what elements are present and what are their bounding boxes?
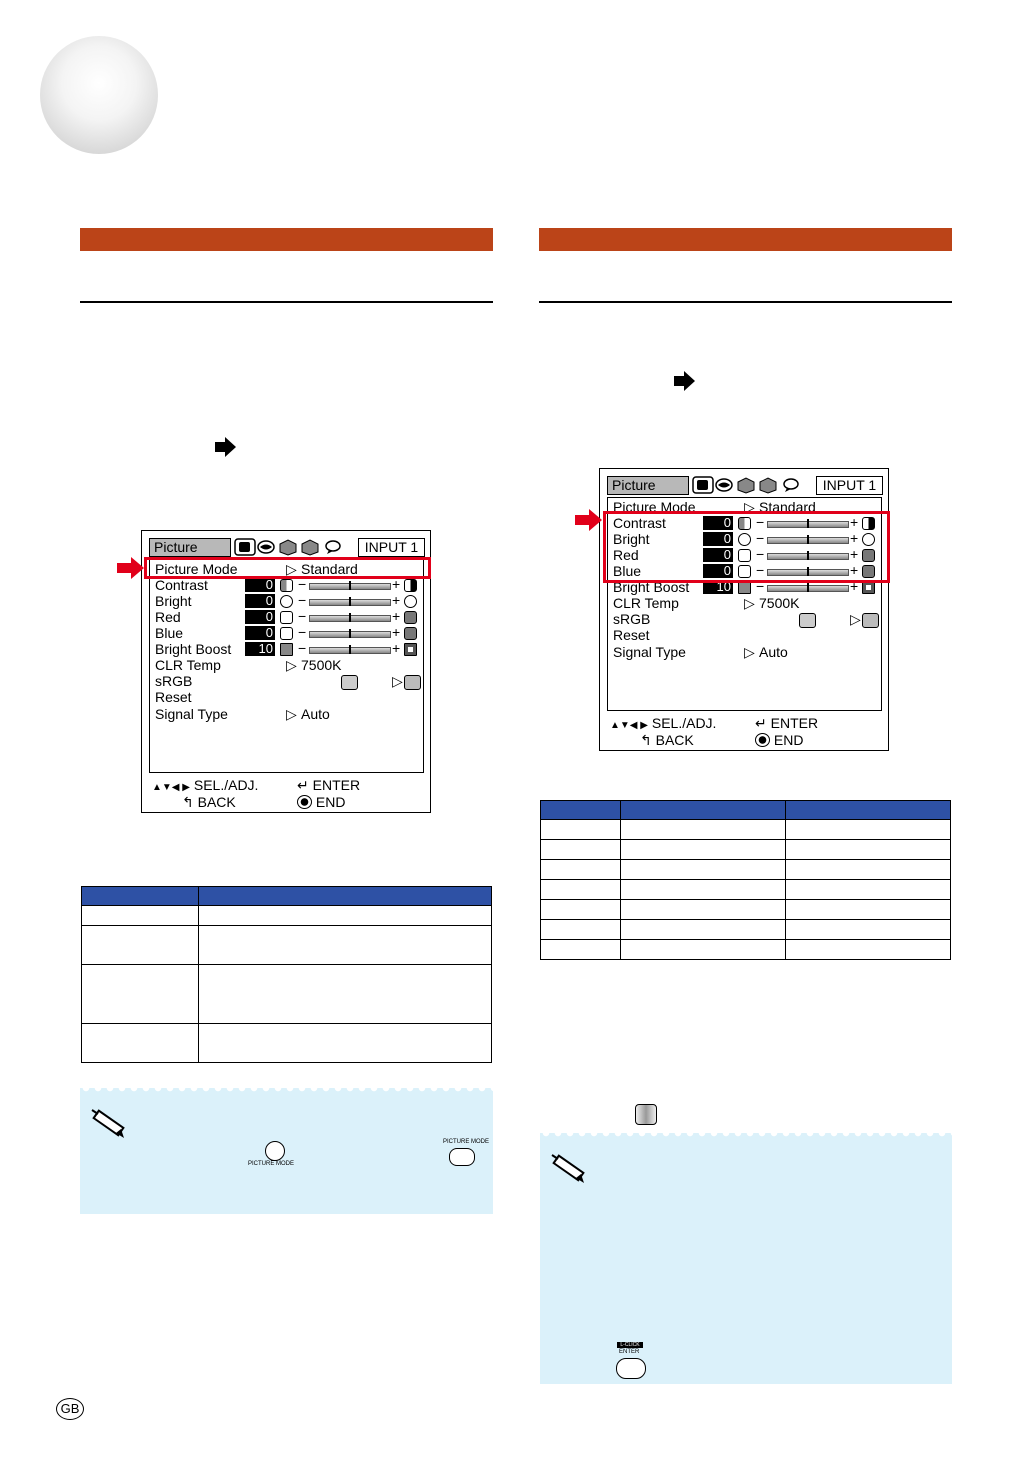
menu-row-signal-type[interactable]: Signal Type ▷ Auto — [613, 644, 788, 660]
option-arrow-icon: ▷ — [744, 499, 755, 515]
enter-icon: ↵ — [755, 715, 767, 731]
input-indicator: INPUT 1 — [816, 476, 883, 495]
menu-row-clr-temp[interactable]: CLR Temp ▷ 7500K — [155, 657, 342, 673]
bright-boost-slider[interactable] — [309, 647, 391, 654]
srgb-on-icon — [862, 613, 879, 628]
arrow-right-icon — [674, 371, 696, 391]
table-row — [541, 840, 951, 860]
section-bar-right — [539, 228, 952, 251]
menu-row-srgb[interactable]: sRGB ▷ — [142, 673, 430, 689]
footer-back: ↰ BACK — [182, 794, 236, 810]
contrast-high-icon — [404, 579, 417, 592]
bright-boost-slider[interactable] — [767, 585, 849, 592]
note-box-left: PICTURE MODE PICTURE MODE — [80, 1088, 493, 1214]
sun-high-icon — [404, 595, 417, 608]
menu-row-srgb[interactable]: sRGB ▷ — [600, 611, 888, 627]
blue-high-icon — [404, 627, 417, 640]
contrast-low-icon — [280, 579, 293, 592]
highlight-color-adjust — [603, 511, 890, 583]
menu-tab-icons — [692, 476, 800, 494]
menu-row-signal-type[interactable]: Signal Type ▷ Auto — [155, 706, 330, 722]
srgb-on-icon — [404, 675, 421, 690]
menu-row-picture-mode[interactable]: Picture Mode ▷ Standard — [613, 499, 816, 515]
srgb-icon — [635, 1104, 657, 1125]
menu-row-bright[interactable]: Bright 0 − + — [142, 593, 430, 609]
menu-row-blue[interactable]: Blue 0 − + — [600, 563, 888, 579]
menu-row-bright[interactable]: Bright 0 − + — [600, 531, 888, 547]
menu-row-red[interactable]: Red 0 − + — [142, 609, 430, 625]
menu-row-picture-mode[interactable]: Picture Mode ▷ Standard — [155, 561, 358, 577]
table-row — [82, 965, 492, 1024]
region-badge: GB — [56, 1398, 84, 1420]
red-pointer-arrow-icon — [117, 557, 145, 579]
table-row — [82, 926, 492, 965]
boost-low-icon — [280, 643, 293, 656]
menu-row-red[interactable]: Red 0 − + — [600, 547, 888, 563]
note-box-right: L-CLICK ENTER — [540, 1133, 952, 1384]
enter-icon: ↵ — [297, 777, 309, 793]
menu-row-bright-boost[interactable]: Bright Boost 10 − + — [600, 579, 888, 595]
pencil-note-icon — [548, 1149, 590, 1183]
tab-picture[interactable]: Picture — [149, 538, 231, 557]
menu-row-clr-temp[interactable]: CLR Temp ▷ 7500K — [613, 595, 800, 611]
menu-row-contrast[interactable]: Contrast 0 − + — [142, 577, 430, 593]
menu-row-reset[interactable]: Reset — [155, 689, 192, 705]
boost-high-icon — [404, 643, 417, 656]
red-high-icon — [404, 611, 417, 624]
red-low-icon — [280, 611, 293, 624]
end-icon — [297, 795, 312, 809]
footer-end: END — [297, 794, 345, 811]
menu-row-reset[interactable]: Reset — [613, 627, 650, 643]
corner-decoration — [40, 36, 158, 154]
bright-slider[interactable] — [309, 599, 391, 606]
srgb-off-icon — [341, 675, 358, 690]
footer-sel-adj: ▲▼◀ ▶ SEL./ADJ. — [152, 777, 259, 793]
option-arrow-icon: ▷ — [286, 706, 297, 722]
option-arrow-icon: ▷ — [392, 673, 403, 689]
picture-mode-remote-icon — [449, 1148, 475, 1166]
option-arrow-icon: ▷ — [744, 595, 755, 611]
tab-picture[interactable]: Picture — [607, 476, 689, 495]
red-pointer-arrow-icon — [575, 509, 603, 531]
arrow-keys-icon: ▲▼◀ ▶ — [610, 720, 648, 731]
table-row — [541, 940, 951, 960]
end-icon — [755, 733, 770, 747]
footer-enter: ↵ ENTER — [755, 715, 819, 731]
menu-row-bright-boost[interactable]: Bright Boost 10 − + — [142, 641, 430, 657]
option-arrow-icon: ▷ — [850, 611, 861, 627]
red-slider[interactable] — [309, 615, 391, 622]
menu-row-blue[interactable]: Blue 0 − + — [142, 625, 430, 641]
table-row — [541, 860, 951, 880]
back-icon: ↰ — [182, 794, 194, 810]
sun-low-icon — [280, 595, 293, 608]
menu-tab-icons — [234, 538, 342, 556]
picture-mode-button-icon — [265, 1141, 285, 1161]
highlight-picture-mode — [144, 557, 431, 579]
input-indicator: INPUT 1 — [358, 538, 425, 557]
table-left — [81, 886, 492, 1063]
section-rule-right — [539, 301, 952, 303]
blue-slider[interactable] — [309, 631, 391, 638]
table-row — [82, 906, 492, 926]
section-bar-left — [80, 228, 493, 251]
srgb-off-icon — [799, 613, 816, 628]
option-arrow-icon: ▷ — [286, 657, 297, 673]
table-row — [82, 1024, 492, 1063]
footer-end: END — [755, 732, 803, 749]
option-arrow-icon: ▷ — [286, 561, 297, 577]
table-row — [541, 900, 951, 920]
table-row — [541, 880, 951, 900]
contrast-slider[interactable] — [309, 583, 391, 590]
footer-enter: ↵ ENTER — [297, 777, 361, 793]
table-right — [540, 800, 951, 960]
footer-sel-adj: ▲▼◀ ▶ SEL./ADJ. — [610, 715, 717, 731]
option-arrow-icon: ▷ — [744, 644, 755, 660]
section-rule-left — [80, 301, 493, 303]
back-icon: ↰ — [640, 732, 652, 748]
pencil-note-icon — [88, 1104, 130, 1138]
arrow-right-icon — [215, 437, 237, 457]
arrow-keys-icon: ▲▼◀ ▶ — [152, 782, 190, 793]
blue-low-icon — [280, 627, 293, 640]
footer-back: ↰ BACK — [640, 732, 694, 748]
menu-row-contrast[interactable]: Contrast 0 − + — [600, 515, 888, 531]
enter-key-icon — [616, 1358, 646, 1379]
table-row — [541, 820, 951, 840]
table-row — [541, 920, 951, 940]
